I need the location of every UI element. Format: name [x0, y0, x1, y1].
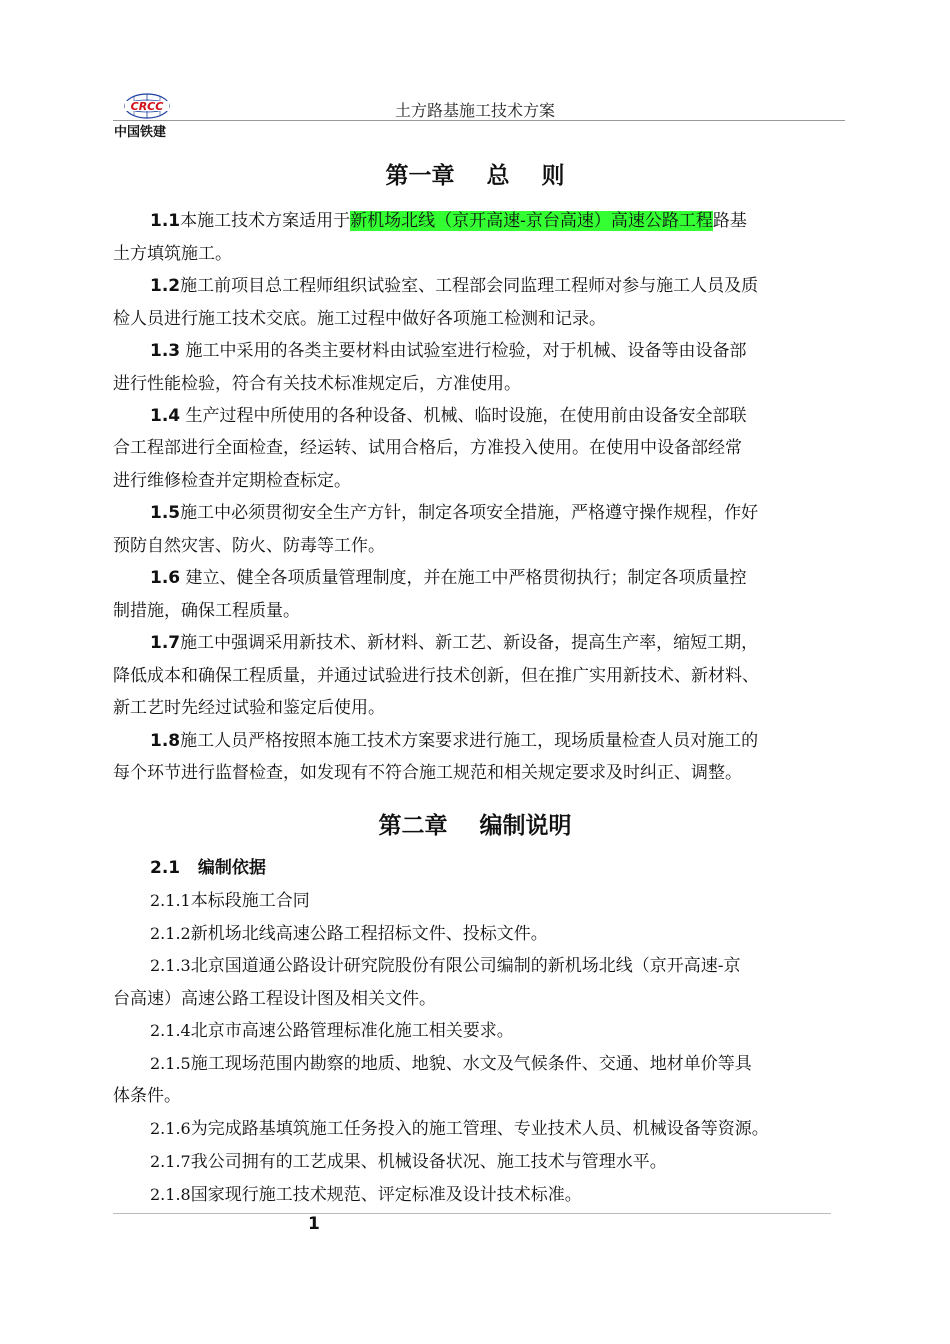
para-1-1-line-1: 1.1本施工技术方案适用于新机场北线（京开高速-京台高速）高速公路工程路基: [150, 211, 747, 231]
para-1-7-line-1: 1.7施工中强调采用新技术、新材料、新工艺、新设备，提高生产率，缩短工期，: [150, 633, 759, 653]
para-1-3-line-1: 1.3 施工中采用的各类主要材料由试验室进行检验，对于机械、设备等由设备部: [150, 341, 747, 361]
para-1-5-line-1: 1.5施工中必须贯彻安全生产方针，制定各项安全措施，严格遵守操作规程，作好: [150, 503, 759, 523]
header-divider: [113, 120, 845, 121]
chapter-1-title: 第一章 总 则: [385, 163, 565, 189]
para-number: 1.1: [150, 211, 181, 231]
para-1-6-line-1: 1.6 建立、健全各项质量管理制度，并在施工中严格贯彻执行；制定各项质量控: [150, 568, 747, 588]
para-1-3-line-2: 进行性能检验，符合有关技术标准规定后，方准使用。: [113, 374, 521, 394]
para-1-4-line-1: 1.4 生产过程中所使用的各种设备、机械、临时设施，在使用前由设备安全部联: [150, 406, 747, 426]
item-2-1-4: 2.1.4北京市高速公路管理标准化施工相关要求。: [150, 1021, 514, 1041]
para-1-7-line-2: 降低成本和确保工程质量，并通过试验进行技术创新，但在推广实用新技术、新材料、: [113, 666, 759, 686]
para-1-8-line-2: 每个环节进行监督检查，如发现有不符合施工规范和相关规定要求及时纠正、调整。: [113, 763, 742, 783]
footer-divider: [113, 1213, 831, 1214]
logo-text: 中国铁建: [114, 125, 167, 140]
para-1-8-line-1: 1.8施工人员严格按照本施工技术方案要求进行施工，现场质量检查人员对施工的: [150, 731, 759, 751]
para-1-2-line-2: 检人员进行施工技术交底。施工过程中做好各项施工检测和记录。: [113, 309, 606, 329]
item-2-1-2: 2.1.2新机场北线高速公路工程招标文件、投标文件。: [150, 924, 548, 944]
item-2-1-3-line-1: 2.1.3北京国道通公路设计研究院股份有限公司编制的新机场北线（京开高速-京: [150, 956, 741, 976]
item-2-1-5-line-1: 2.1.5施工现场范围内勘察的地质、地貌、水文及气候条件、交通、地材单价等具: [150, 1054, 752, 1074]
page-number: 1: [308, 1214, 320, 1234]
para-1-6-line-2: 制措施，确保工程质量。: [113, 601, 300, 621]
item-2-1-7: 2.1.7我公司拥有的工艺成果、机械设备状况、施工技术与管理水平。: [150, 1152, 667, 1172]
para-1-1-line-2: 土方填筑施工。: [113, 244, 232, 264]
item-2-1-1: 2.1.1本标段施工合同: [150, 891, 310, 911]
para-1-5-line-2: 预防自然灾害、防火、防毒等工作。: [113, 536, 385, 556]
item-2-1-8: 2.1.8国家现行施工技术规范、评定标准及设计技术标准。: [150, 1185, 582, 1205]
highlighted-text: 新机场北线（京开高速-京台高速）高速公路工程: [350, 211, 713, 231]
item-2-1-6: 2.1.6为完成路基填筑施工任务投入的施工管理、专业技术人员、机械设备等资源。: [150, 1119, 769, 1139]
para-1-7-line-3: 新工艺时先经过试验和鉴定后使用。: [113, 698, 385, 718]
section-2-1-heading: 2.1 编制依据: [150, 858, 266, 878]
header-title: 土方路基施工技术方案: [394, 101, 555, 120]
para-1-4-line-3: 进行维修检查并定期检查标定。: [113, 471, 351, 491]
item-2-1-5-line-2: 体条件。: [113, 1086, 181, 1106]
item-2-1-3-line-2: 台高速）高速公路工程设计图及相关文件。: [113, 989, 436, 1009]
para-1-2-line-1: 1.2施工前项目总工程师组织试验室、工程部会同监理工程师对参与施工人员及质: [150, 276, 759, 296]
chapter-2-title: 第二章 编制说明: [378, 813, 572, 839]
svg-text:CRCC: CRCC: [130, 100, 164, 113]
para-1-4-line-2: 合工程部进行全面检查，经运转、试用合格后，方准投入使用。在使用中设备部经常: [113, 438, 742, 458]
